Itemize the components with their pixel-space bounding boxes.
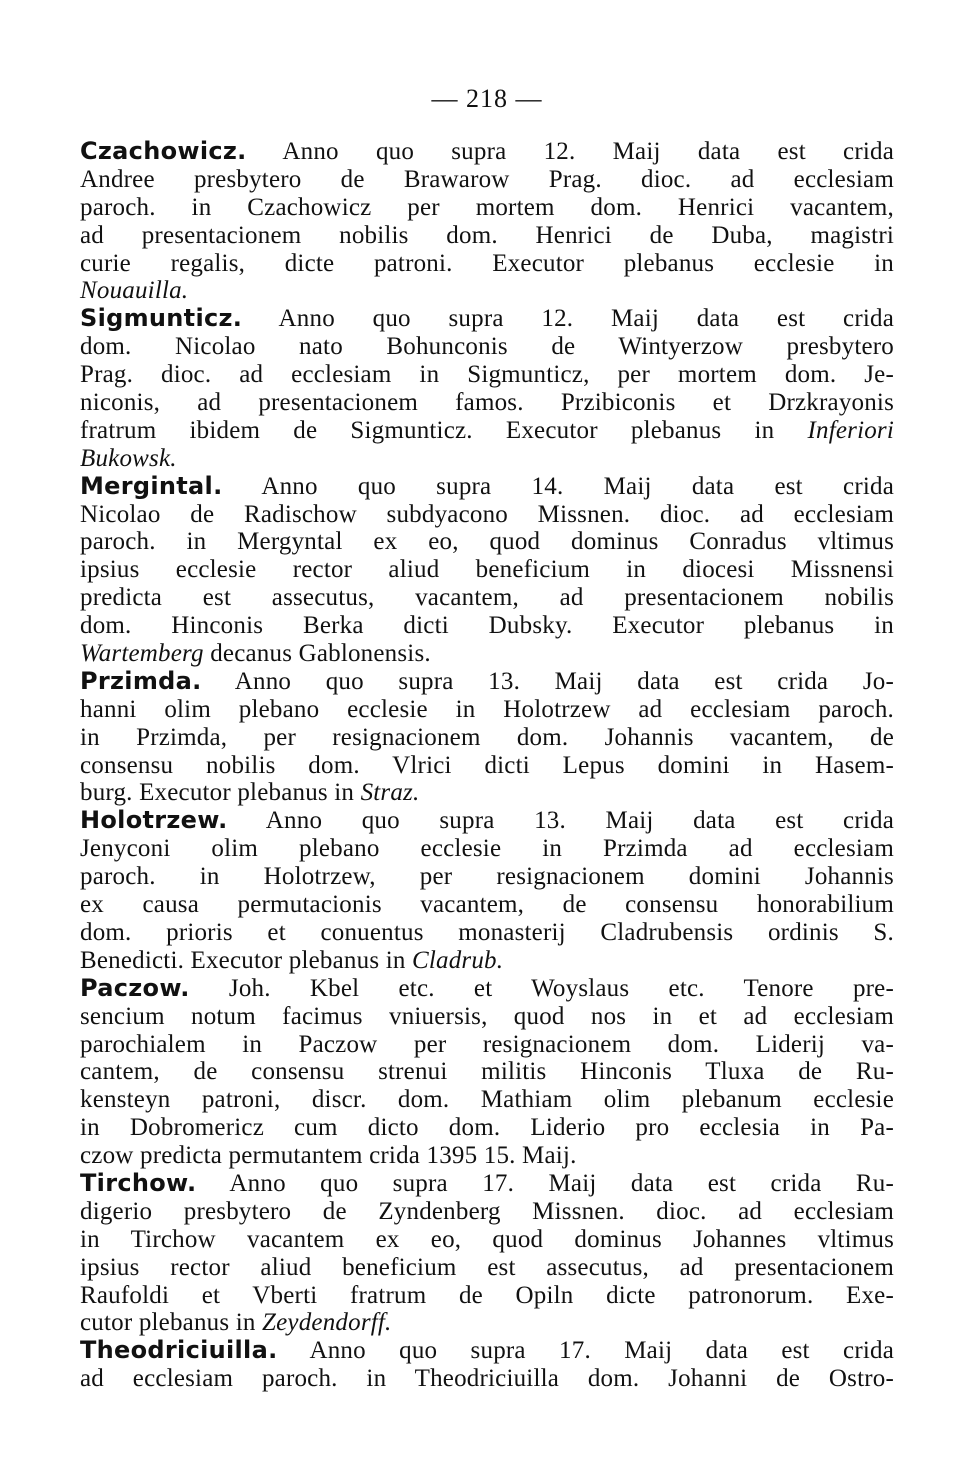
- text-line: [80, 752, 894, 780]
- line-text: ipsius ecclesie rector aliud beneficium in diocesi Missnensi: [80, 556, 894, 584]
- line-text: decanus Gablonensis.: [203, 640, 431, 668]
- entry-heading-line: [80, 305, 894, 333]
- page-number: — 218 —: [431, 84, 543, 113]
- line-text: paroch. in Holotrzew, per resignacionem domini Johannis: [80, 863, 894, 891]
- text-line: [80, 222, 894, 250]
- text-line: [80, 640, 894, 668]
- text-line: [80, 1309, 894, 1337]
- text-line: [80, 1114, 894, 1142]
- entry-heading-line: [80, 473, 894, 501]
- line-text: cutor plebanus in: [80, 1309, 263, 1337]
- line-text: burg. Executor plebanus in: [80, 779, 361, 807]
- line-text: dom. prioris et conuentus monasterij Cladrubensis ordinis S.: [80, 918, 894, 946]
- line-text: fratrum ibidem de Sigmunticz. Executor plebanus in: [80, 416, 808, 444]
- text-line: [80, 1198, 894, 1226]
- line-text: Anno quo supra 14. Maij data est crida: [222, 472, 894, 500]
- line-text: parochialem in Paczow per resignacionem dom. Liderij va-: [80, 1030, 894, 1058]
- text-line: [80, 1003, 894, 1031]
- entry-heading: Tirchow.: [80, 1168, 197, 1197]
- text-line: [80, 361, 894, 389]
- entry-heading-line: [80, 807, 894, 835]
- text-line: [80, 1365, 894, 1393]
- text-line: [80, 556, 894, 584]
- line-text: sencium notum facimus vniuersis, quod nos in et ad ecclesiam: [80, 1002, 894, 1030]
- text-line: [80, 835, 894, 863]
- line-text: Joh. Kbel etc. et Woyslaus etc. Tenore pre-: [189, 974, 894, 1002]
- entry-heading: Mergintal.: [80, 471, 223, 500]
- text-line: [80, 1031, 894, 1059]
- text-line: [80, 417, 894, 445]
- line-text: dom. Nicolao nato Bohunconis de Wintyerzow presbytero: [80, 333, 894, 361]
- line-text: Anno quo supra 17. Maij data est crida Ru-: [196, 1169, 894, 1197]
- entry-heading: Czachowicz.: [80, 137, 247, 165]
- line-text: kensteyn patroni, discr. dom. Mathiam olim plebanum ecclesie: [80, 1086, 894, 1114]
- line-text: Benedicti. Executor plebanus in: [80, 946, 412, 974]
- line-text: digerio presbytero de Zyndenberg Missnen. dioc. ad ecclesiam: [80, 1197, 894, 1225]
- line-text: ad presentacionem nobilis dom. Henrici de Duba, magistri: [80, 221, 894, 249]
- text-line: [80, 194, 894, 222]
- place-name: Wartemberg: [80, 640, 204, 668]
- line-text: cantem, de consensu strenui militis Hinconis Tluxa de Ru-: [80, 1058, 894, 1086]
- text-line: [80, 584, 894, 612]
- text-line: [80, 1142, 894, 1170]
- text-line: [80, 779, 894, 807]
- place-name: Nouauilla.: [80, 277, 189, 305]
- line-text: niconis, ad presentacionem famos. Przibiconis et Drzkrayonis: [80, 389, 894, 417]
- text-line: [80, 919, 894, 947]
- line-text: Nicolao de Radischow subdyacono Missnen. dioc. ad ecclesiam: [80, 500, 894, 528]
- text-line: [80, 1086, 894, 1114]
- text-line: [80, 389, 894, 417]
- text-line: [80, 501, 894, 529]
- line-text: consensu nobilis dom. Vlrici dicti Lepus domini in Hasem-: [80, 751, 894, 779]
- text-line: [80, 891, 894, 919]
- line-text: ex causa permutacionis vacantem, de consensu honorabilium: [80, 891, 894, 919]
- text-line: [80, 166, 894, 194]
- line-text: Anno quo supra 12. Maij data est crida: [242, 305, 894, 333]
- text-line: [80, 333, 894, 361]
- line-text: paroch. in Mergyntal ex eo, quod dominus Conradus vltimus: [80, 528, 894, 556]
- place-name: Inferiori: [807, 416, 894, 444]
- text-line: [80, 528, 894, 556]
- entry-heading-line: [80, 1170, 894, 1198]
- entry-heading-line: [80, 138, 894, 166]
- entry-heading: Paczow.: [80, 973, 190, 1002]
- line-text: in Przimda, per resignacionem dom. Johannis vacantem, de: [80, 723, 894, 751]
- entry-heading-line: [80, 975, 894, 1003]
- place-name: Straz.: [360, 779, 420, 807]
- line-text: curie regalis, dicte patroni. Executor plebanus ecclesie in: [80, 249, 894, 277]
- text-line: [80, 863, 894, 891]
- text-line: [80, 277, 894, 305]
- line-text: czow predicta permutantem crida 1395 15. Maij.: [80, 1142, 577, 1170]
- text-line: [80, 947, 894, 975]
- text-line: [80, 612, 894, 640]
- line-text: hanni olim plebano ecclesie in Holotrzew ad ecclesiam paroch.: [80, 695, 894, 723]
- entry-heading-line: [80, 668, 894, 696]
- line-text: ipsius rector aliud beneficium est assecutus, ad presentacionem: [80, 1253, 894, 1281]
- text-line: [80, 1282, 894, 1310]
- line-text: Andree presbytero de Brawarow Prag. dioc. ad ecclesiam: [80, 165, 894, 193]
- entry-heading: Sigmunticz.: [80, 304, 243, 333]
- text-line: [80, 1226, 894, 1254]
- body-text: [80, 138, 894, 1393]
- line-text: dom. Hinconis Berka dicti Dubsky. Executor plebanus in: [80, 612, 894, 640]
- line-text: Anno quo supra 13. Maij data est crida: [227, 807, 894, 835]
- place-name: Cladrub.: [412, 946, 504, 974]
- text-line: [80, 724, 894, 752]
- line-text: in Dobromericz cum dicto dom. Liderio pro ecclesia in Pa-: [80, 1114, 894, 1142]
- line-text: Jenyconi olim plebano ecclesie in Przimda ad ecclesiam: [80, 835, 894, 863]
- line-text: predicta est assecutus, vacantem, ad presentacionem nobilis: [80, 584, 894, 612]
- line-text: Anno quo supra 13. Maij data est crida Jo-: [201, 667, 894, 695]
- text-line: [80, 1058, 894, 1086]
- line-text: in Tirchow vacantem ex eo, quod dominus Johannes vltimus: [80, 1225, 894, 1253]
- text-line: [80, 250, 894, 278]
- text-line: [80, 445, 894, 473]
- place-name: Bukowsk.: [80, 444, 177, 472]
- line-text: Anno quo supra 17. Maij data est crida: [277, 1337, 894, 1365]
- line-text: Anno quo supra 12. Maij data est crida: [246, 138, 894, 165]
- place-name: Zeydendorff.: [262, 1309, 392, 1337]
- line-text: paroch. in Czachowicz per mortem dom. Henrici vacantem,: [80, 193, 894, 221]
- text-line: [80, 696, 894, 724]
- entry-heading: Holotrzew.: [80, 806, 228, 835]
- line-text: Prag. dioc. ad ecclesiam in Sigmunticz, per mortem dom. Je-: [80, 361, 894, 389]
- line-text: Raufoldi et Vberti fratrum de Opiln dicte patronorum. Exe-: [80, 1281, 894, 1309]
- text-line: [80, 1254, 894, 1282]
- entry-heading: Theodriciuilla.: [80, 1336, 278, 1365]
- line-text: ad ecclesiam paroch. in Theodriciuilla dom. Johanni de Ostro-: [80, 1365, 894, 1393]
- entry-heading-line: [80, 1337, 894, 1365]
- entry-heading: Przimda.: [80, 666, 202, 695]
